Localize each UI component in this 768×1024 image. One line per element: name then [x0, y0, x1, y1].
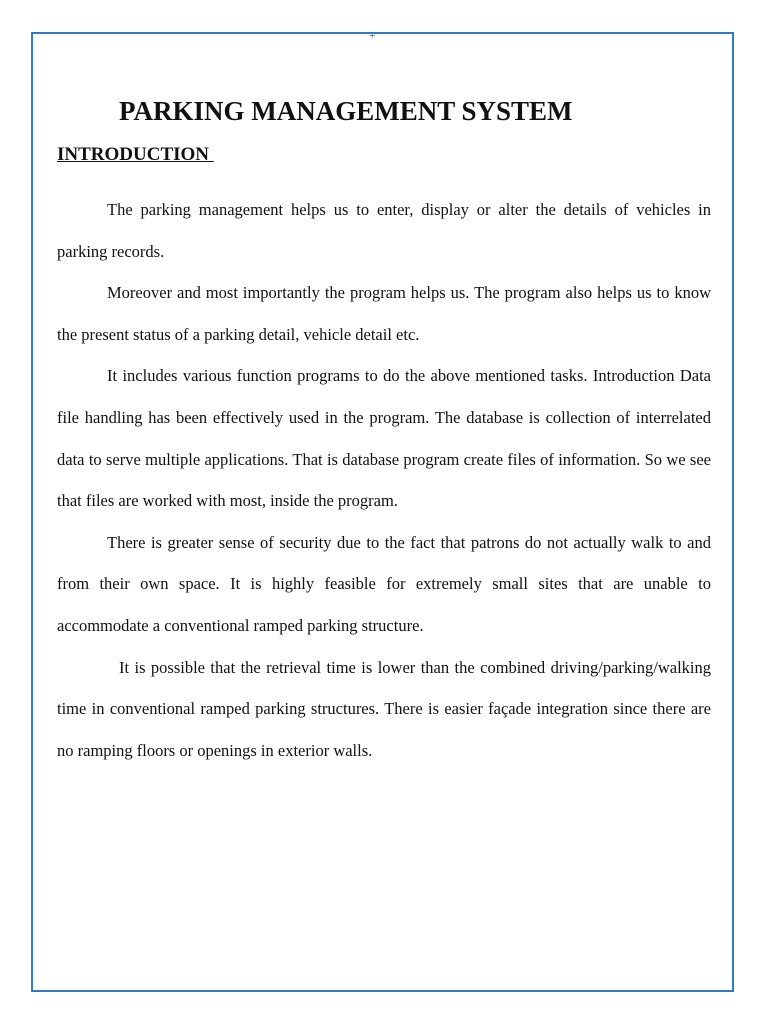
section-heading-introduction: INTRODUCTION	[57, 144, 214, 165]
document-body	[57, 90, 711, 771]
paragraph: The parking management helps us to enter, display or alter the details of vehicles in parking records.	[57, 200, 711, 261]
introduction-paragraphs	[57, 189, 711, 771]
paragraph: Moreover and most importantly the program helps us. The program also helps us to know the present status of a parking detail, vehicle detail etc.	[57, 283, 711, 344]
page-anchor-mark: +	[369, 30, 376, 42]
paragraph: It includes various function programs to do the above mentioned tasks. Introduction Data file handling has been effectively used in the program. The database is collection of interrelated data to serve multiple applications. That is database program create files of information. So we see that files are worked with most, inside the program.	[57, 366, 711, 511]
paragraph: There is greater sense of security due to the fact that patrons do not actually walk to and from their own space. It is highly feasible for extremely small sites that are unable to accommodate a conventional ramped parking structure.	[57, 532, 711, 635]
document-title: PARKING MANAGEMENT SYSTEM	[119, 96, 573, 126]
paragraph: It is possible that the retrieval time is lower than the combined driving/parking/walking time in conventional ramped parking structures. There is easier façade integration since there are no ramping floors or openings in exterior walls.	[57, 657, 711, 760]
